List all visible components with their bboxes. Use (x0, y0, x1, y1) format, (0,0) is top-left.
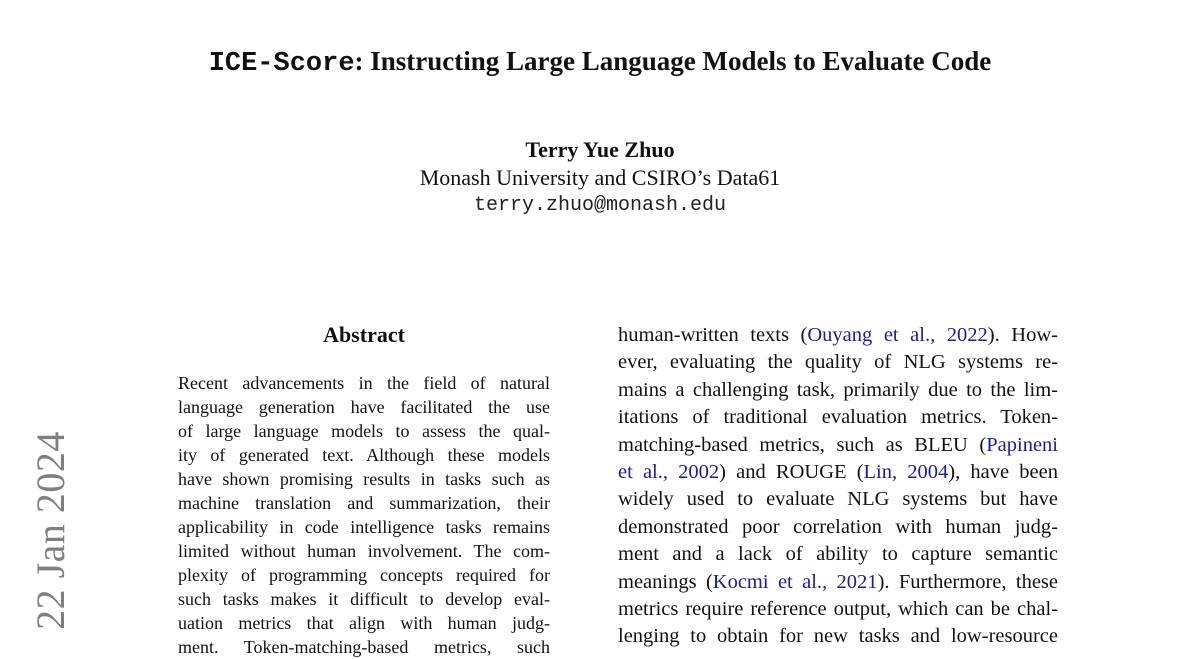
abstract-line: such tasks makes it difficult to develop eval- (178, 589, 550, 609)
intro-line: demonstrated poor correlation with human judg- (618, 515, 1058, 538)
abstract-heading: Abstract (323, 322, 405, 347)
author-affiliation: Monash University and CSIRO’s Data61 (419, 165, 781, 190)
author-email[interactable]: terry.zhuo@monash.edu (473, 194, 727, 217)
paper-title-rest: : Instructing Large Language Models to Evaluate Code (354, 46, 992, 76)
intro-line: mains a challenging task, primarily due to the lim- (618, 378, 1058, 401)
citation-link[interactable]: Ouyang et al., 2022 (807, 324, 988, 346)
citation-link[interactable]: Papineni (986, 433, 1058, 456)
abstract-body (178, 371, 550, 659)
abstract-line: plexity of programming concepts required for (178, 565, 550, 585)
introduction-column (618, 322, 1058, 651)
abstract-line: machine translation and summarization, their (178, 493, 550, 513)
intro-line: ever, evaluating the quality of NLG systems re- (618, 351, 1058, 374)
abstract-line: limited without human involvement. The com- (178, 541, 550, 561)
intro-line: metrics require reference output, which can be chal- (618, 597, 1058, 620)
intro-line: matching-based metrics, such as BLEU (Papineni (618, 433, 1058, 456)
abstract-line: applicability in code intelligence tasks remains (178, 517, 550, 537)
abstract-line: have shown promising results in tasks such as (178, 469, 550, 489)
abstract-line: Recent advancements in the field of natural (178, 373, 550, 393)
arxiv-date-text: 22 Jan 2024 (27, 430, 73, 630)
intro-line: lenging to obtain for new tasks and low-resource (618, 625, 1058, 648)
abstract-line: ity of generated text. Although these models (178, 445, 550, 465)
intro-line: itations of traditional evaluation metrics. Token- (618, 406, 1058, 429)
arxiv-date-stamp (28, 420, 72, 640)
intro-line: meanings (Kocmi et al., 2021). Furthermore, these (618, 570, 1058, 593)
author-name: Terry Yue Zhuo (525, 137, 675, 162)
intro-line: et al., 2002) and ROUGE (Lin, 2004), have been (618, 460, 1058, 483)
abstract-line: language generation have facilitated the use (178, 397, 550, 417)
author-block (0, 136, 1200, 220)
citation-link[interactable]: et al., 2002 (618, 460, 720, 483)
intro-line: ment and a lack of ability to capture semantic (618, 543, 1058, 566)
abstract-line: of large language models to assess the qual- (178, 421, 550, 441)
abstract-line: uation metrics that align with human judg- (178, 613, 550, 633)
paper-title (0, 46, 1200, 79)
intro-line: human-written texts (Ouyang et al., 2022). How- (618, 324, 1058, 346)
citation-link[interactable]: Lin, 2004 (863, 460, 949, 483)
abstract-line: ment. Token-matching-based metrics, such (178, 637, 550, 657)
intro-line: widely used to evaluate NLG systems but have (618, 488, 1058, 511)
citation-link[interactable]: Kocmi et al., 2021 (712, 570, 878, 593)
paper-title-system-name: ICE-Score (208, 49, 355, 79)
